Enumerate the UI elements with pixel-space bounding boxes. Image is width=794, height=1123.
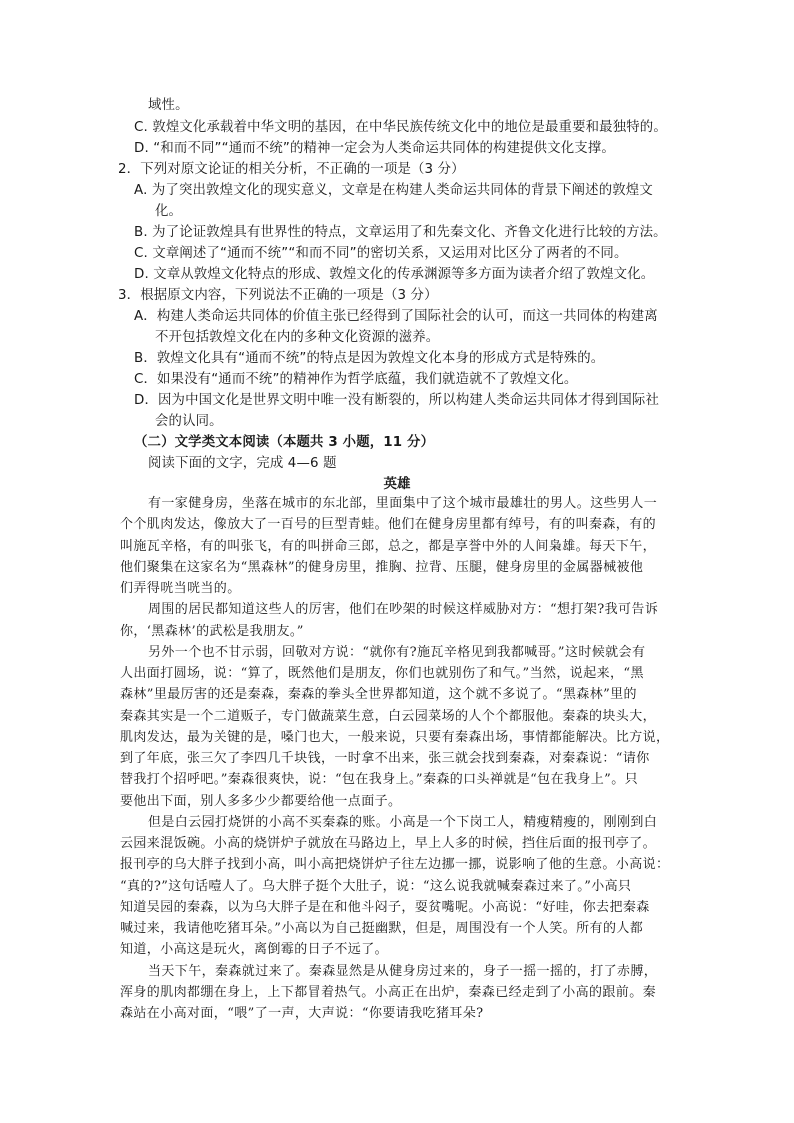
q3-stem: 3．根据原文内容，下列说法不正确的一项是（3 分） xyxy=(118,288,438,303)
story-title: 英雄 xyxy=(383,476,411,492)
q1-option-d: D. “和而不同”“通而不统”的精神一定会为人类命运共同体的构建提供文化支撑。 xyxy=(134,141,615,156)
story-line: 当天下午，秦森就过来了。秦森显然是从健身房过来的，身子一摇一摇的，打了赤膊， xyxy=(148,963,658,979)
story-line: 有一家健身房，坐落在城市的东北部，里面集中了这个城市最雄壮的男人。这些男人一 xyxy=(148,496,658,511)
q2-stem: 2．下列对原文论证的相关分析，不正确的一项是（3 分） xyxy=(118,162,465,177)
story-line: 人出面打圆场，说：“算了，既然他们是朋友，你们也就别伤了和气。”当然，说起来，“黑 xyxy=(120,666,644,681)
story-line: 知道吴园的秦森，以为乌大胖子是在和他斗闷子，耍贫嘴呢。小高说：“好哇，你去把秦森 xyxy=(120,899,650,915)
q2-option-c: C. 文章阐述了“通而不统”“和而不同”的密切关系，又运用对比区分了两者的不同。 xyxy=(134,246,628,261)
q2-option-a: A. 为了突出敦煌文化的现实意义，文章是在构建人类命运共同体的背景下阐述的敦煌文 xyxy=(134,183,653,198)
q3-option-d: D．因为中国文化是世界文明中唯一没有断裂的，所以构建人类命运共同体才得到国际社 xyxy=(134,393,660,408)
story-line: 喊过来，我请他吃猪耳朵。”小高以为自己挺幽默，但是，周围没有一个人笑。所有的人都 xyxy=(120,921,644,936)
section-heading: （二）文学类文本阅读（本题共 3 小题，11 分） xyxy=(134,435,435,450)
q3-option-a-continued: 不开包括敦煌文化在内的多种文化资源的滋养。 xyxy=(155,330,440,345)
story-line: 知道，小高这是玩火，离倒霉的日子不远了。 xyxy=(120,942,389,958)
story-line: 替我打个招呼吧。”秦森很爽快，说：“包在我身上。”秦森的口头禅就是“包在我身上”。只 xyxy=(120,772,639,788)
story-line: 他们聚集在这家名为“黑森林”的健身房里，推胸、拉背、压腿，健身房里的金属器械被他 xyxy=(120,559,644,575)
story-line: 个个肌肉发达，像放大了一百号的巨型青蛙。他们在健身房里都有绰号，有的叫秦森，有的 xyxy=(120,517,657,533)
story-line: 要他出下面，别人多多少少都要给他一点面子。 xyxy=(120,793,402,809)
story-line: 云园来混饭碗。小高的烧饼炉子就放在马路边上，早上人多的时候，挡住后面的报刊亭了。 xyxy=(120,836,657,851)
story-line: 到了年底，张三欠了李四几千块钱，一时拿不出来，张三就会找到秦森，对秦森说：“请你 xyxy=(120,751,650,766)
story-line: 报刊亭的乌大胖子找到小高，叫小高把烧饼炉子往左边挪一挪，说影响了他的生意。小高说： xyxy=(120,857,670,873)
story-line: 们弄得咣当咣当的。 xyxy=(120,581,241,596)
q2-option-d: D. 文章从敦煌文化特点的形成、敦煌文化的传承渊源等多方面为读者介绍了敦煌文化。 xyxy=(134,267,655,282)
story-line: 森林”里最厉害的还是秦森，秦森的拳头全世界都知道，这个就不多说了。“黑森林”里的 xyxy=(120,687,637,703)
q3-option-a: A．构建人类命运共同体的价值主张已经得到了国际社会的认可，而这一共同体的构建离 xyxy=(134,309,658,324)
story-line: 你，‘黑森林’的武松是我朋友。” xyxy=(120,623,304,639)
q1-option-b-continued: 域性。 xyxy=(148,98,189,113)
story-line: 森站在小高对面，“喂”了一声，大声说：“你要请我吃猪耳朵? xyxy=(120,1006,484,1021)
story-line: 但是白云园打烧饼的小高不买秦森的账。小高是一个下岗工人，精瘦精瘦的，刚刚到白 xyxy=(148,814,658,830)
story-line: 另外一个也不甘示弱，回敬对方说：“就你有?施瓦辛格见到我都喊哥。”这时候就会有 xyxy=(148,644,646,660)
story-line: 秦森其实是一个二道贩子，专门做蔬菜生意，白云园菜场的人个个都服他。秦森的块头大， xyxy=(120,708,657,724)
section-instruction: 阅读下面的文字，完成 4—6 题 xyxy=(148,456,337,471)
story-line: “真的?”这句话噎人了。乌大胖子挺个大肚子，说：“这么说我就喊秦森过来了。”小高只 xyxy=(120,878,632,894)
story-line: 浑身的肌肉都绷在身上，上下都冒着热气。小高正在出炉，秦森已经走到了小高的跟前。秦 xyxy=(120,984,657,1000)
q1-option-c: C. 敦煌文化承载着中华文明的基因，在中华民族传统文化中的地位是最重要和最独特的。 xyxy=(134,120,667,135)
q2-option-a-continued: 化。 xyxy=(155,204,183,219)
q3-option-b: B．敦煌文化具有“通而不统”的特点是因为敦煌文化本身的形成方式是特殊的。 xyxy=(134,351,605,366)
q3-option-c: C．如果没有“通而不统”的精神作为哲学底蕴，我们就造就不了敦煌文化。 xyxy=(134,372,578,387)
q3-option-d-continued: 会的认同。 xyxy=(155,414,223,429)
story-line: 肌肉发达，最为关键的是，嗓门也大，一般来说，只要有秦森出场，事情都能解决。比方说， xyxy=(120,729,670,745)
story-line: 周围的居民都知道这些人的厉害，他们在吵架的时候这样威胁对方：“想打架?我可告诉 xyxy=(148,602,659,618)
story-line: 叫施瓦辛格，有的叫张飞，有的叫拼命三郎，总之，都是享誉中外的人间枭雄。每天下午， xyxy=(120,538,657,554)
q2-option-b: B. 为了论证敦煌具有世界性的特点，文章运用了和先秦文化、齐鲁文化进行比较的方法。 xyxy=(134,225,667,240)
